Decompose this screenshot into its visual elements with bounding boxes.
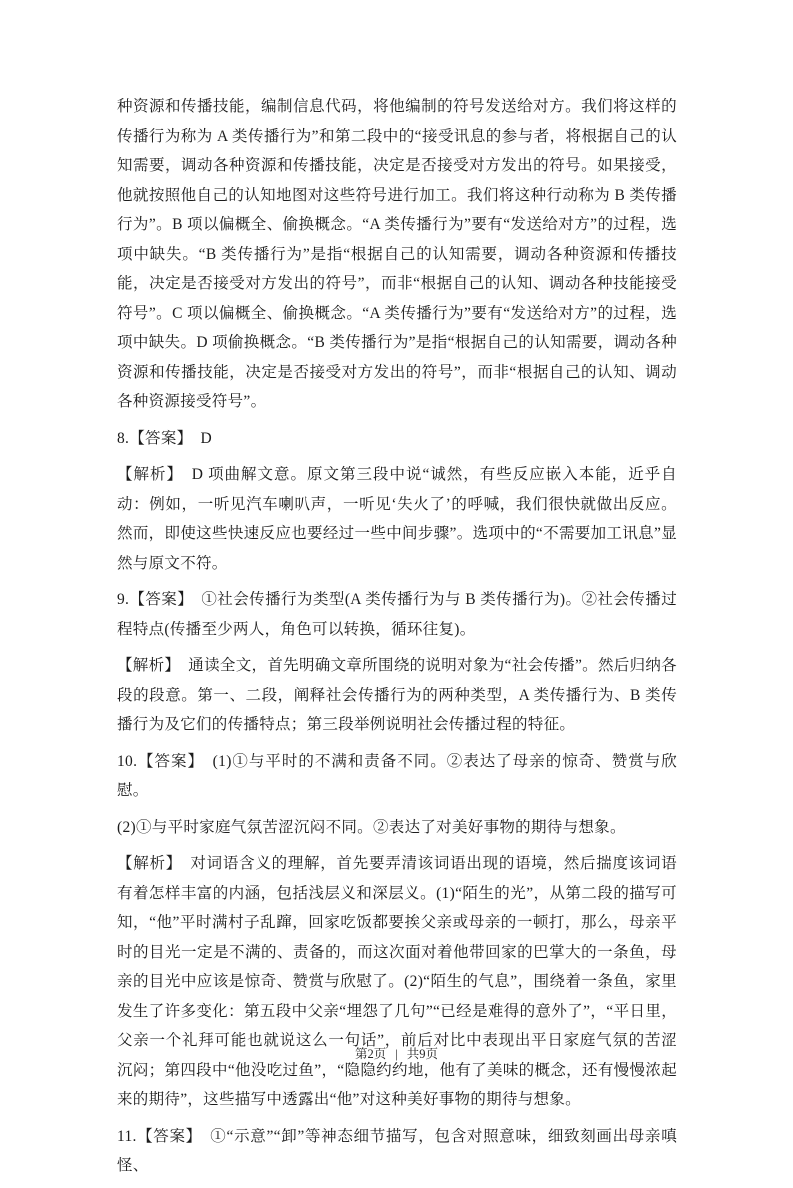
- paragraph-q10-answer-part1: 10.【答案】 (1)①与平时的不满和责备不同。②表达了母亲的惊奇、赞赏与欣慰。: [117, 752, 677, 799]
- answer-key-body: [117, 92, 677, 1188]
- paragraph-q8-explanation: 【解析】 D 项曲解文意。原文第三段中说“诚然，有些反应嵌入本能，近乎自动：例如，一听见汽车喇叭声，一听见‘失火了’的呼喊，我们很快就做出反应。然而，即使这些快速反应也要经过一些中间步骤”。选项中的“不需要加工讯息”显然与原文不符。: [117, 466, 677, 572]
- paragraph-q10-explanation: 【解析】 对词语含义的理解，首先要弄清该词语出现的语境，然后揣度该词语有着怎样丰富的内涵，包括浅层义和深层义。(1)“陌生的光”，从第二段的描写可知，“他”平时满村子乱蹿，回家吃饭都要挨父亲或母亲的一顿打，那么，母亲平时的目光一定是不满的、责备的，而这次面对着他带回家的巴掌大的一条鱼，母亲的目光中应该是惊奇、赞赏与欣慰了。(2)“陌生的气息”，围绕着一条鱼，家里发生了许多变化：第五段中父亲“埋怨了几句”“已经是难得的意外了”，“平日里，父亲一个礼拜可能也就说这么一句话”，前后对比中表现出平日家庭气氛的苦涩沉闷；第四段中“他没吃过鱼”，“隐隐约约地，他有了美味的概念，还有慢慢浓起来的期待”，这些描写中透露出“他”对这种美好事物的期待与想象。: [117, 855, 677, 1108]
- paragraph-q8-answer: 8.【答案】 D: [117, 429, 212, 447]
- paragraph-q11-answer-start: 11.【答案】 ①“示意”“卸”等神态细节描写，包含对照意味，细致刻画出母亲嗔怪、: [117, 1127, 677, 1174]
- page-footer: [0, 1044, 793, 1062]
- footer-separator: |: [395, 1047, 398, 1061]
- paragraph-q9-explanation: 【解析】 通读全文，首先明确文章所围绕的说明对象为“社会传播”。然后归纳各段的段意。第一、二段，阐释社会传播行为的两种类型，A 类传播行为、B 类传播行为及它们的传播特点；第三段举例说明社会传播过程的特征。: [117, 657, 677, 733]
- paragraph-q9-answer: 9.【答案】 ①社会传播行为类型(A 类传播行为与 B 类传播行为)。②社会传播过程特点(传播至少两人，角色可以转换，循环往复)。: [117, 591, 677, 638]
- footer-page-number: 第2页: [354, 1047, 387, 1061]
- paragraph-q10-answer-part2: (2)①与平时家庭气氛苦涩沉闷不同。②表达了对美好事物的期待与想象。: [117, 818, 626, 836]
- footer-total-pages: 共9页: [406, 1047, 439, 1061]
- paragraph-q7-explanation-continued: 种资源和传播技能，编制信息代码，将他编制的符号发送给对方。我们将这样的传播行为称为 A 类传播行为”和第二段中的“接受讯息的参与者，将根据自己的认知需要，调动各种资源和传播技能，决定是否接受对方发出的符号。如果接受，他就按照他自己的认知地图对这些符号进行加工。我们将这种行动称为 B 类传播行为”。B 项以偏概全、偷换概念。“A 类传播行为”要有“发送给对方”的过程，选项中缺失。“B 类传播行为”是指“根据自己的认知需要，调动各种资源和传播技能，决定是否接受对方发出的符号”，而非“根据自己的认知、调动各种技能接受符号”。C 项以偏概全、偷换概念。“A 类传播行为”要有“发送给对方”的过程，选项中缺失。D 项偷换概念。“B 类传播行为”是指“根据自己的认知需要，调动各种资源和传播技能，决定是否接受对方发出的符号”，而非“根据自己的认知、调动各种资源接受符号”。: [117, 98, 677, 410]
